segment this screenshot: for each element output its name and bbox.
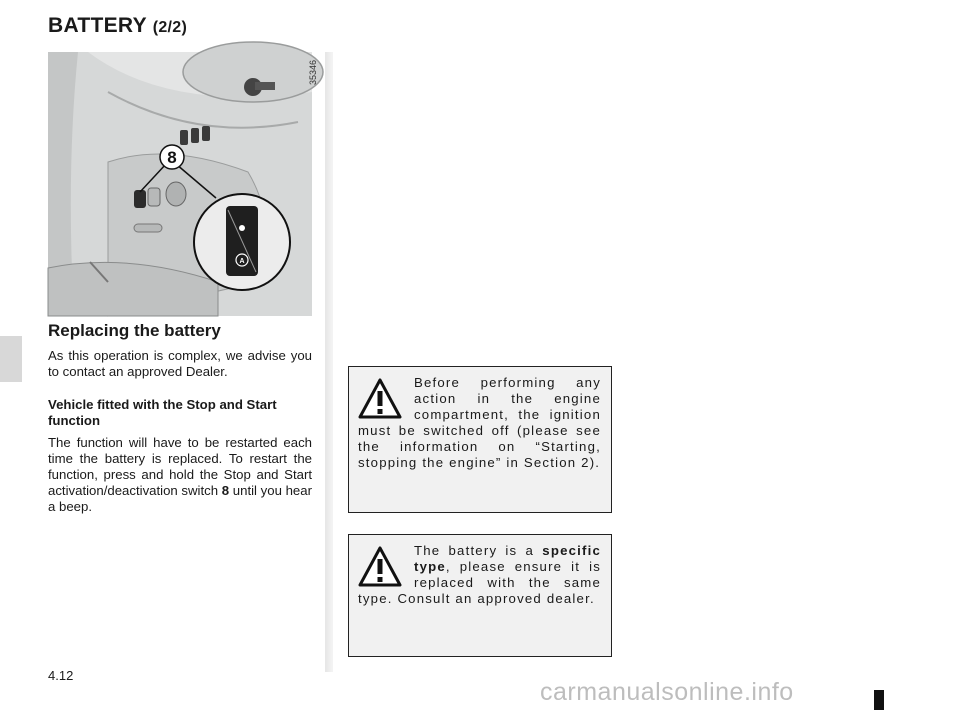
callout-label-8: 8 xyxy=(167,148,177,167)
page-title xyxy=(48,14,187,38)
dashboard-illustration xyxy=(48,52,318,316)
svg-text:A: A xyxy=(239,258,245,265)
dealer-advice-text: As this operation is complex, we advise you to contact an approved Dealer. xyxy=(48,348,312,379)
restart-instructions xyxy=(48,435,312,515)
warning-text-battery-start: The battery is a xyxy=(414,543,543,558)
page-corner-mark xyxy=(874,690,884,710)
stop-start-subheading: Vehicle fitted with the Stop and Start function xyxy=(48,397,277,428)
dashboard-switch-drawing xyxy=(48,52,312,316)
warning-triangle-icon xyxy=(358,545,402,589)
page-title-main: BATTERY xyxy=(48,14,147,37)
switch-reference: 8 xyxy=(221,483,230,498)
watermark-text: carmanualsonline.info xyxy=(540,678,794,706)
column-divider xyxy=(325,52,333,672)
section-heading: Replacing the battery xyxy=(48,321,221,340)
figure-code: 35346 xyxy=(308,60,318,86)
page-title-part: (2/2) xyxy=(152,19,188,36)
page-number: 4.12 xyxy=(48,668,74,683)
section-tab xyxy=(0,336,22,382)
warning-text-battery-emphasis: specific type xyxy=(414,543,601,574)
warning-text-ignition: Before performing any action in the engine compartment, the ignition must be switched off (please see the information on “Starting, stopping the engine” in Section 2). xyxy=(358,375,601,470)
warning-triangle-icon xyxy=(358,377,402,421)
restart-text-end: until you hear a beep. xyxy=(48,483,312,514)
warning-text-battery-end: , please ensure it is replaced with the same type. Consult an approved dealer. xyxy=(358,559,601,606)
warning-box-ignition xyxy=(348,366,612,513)
restart-text-start: The function will have to be restarted each time the battery is replaced. To restart the function, press and hold the Stop and Start activation/deactivation switch xyxy=(48,435,312,498)
warning-box-battery-type xyxy=(348,534,612,657)
